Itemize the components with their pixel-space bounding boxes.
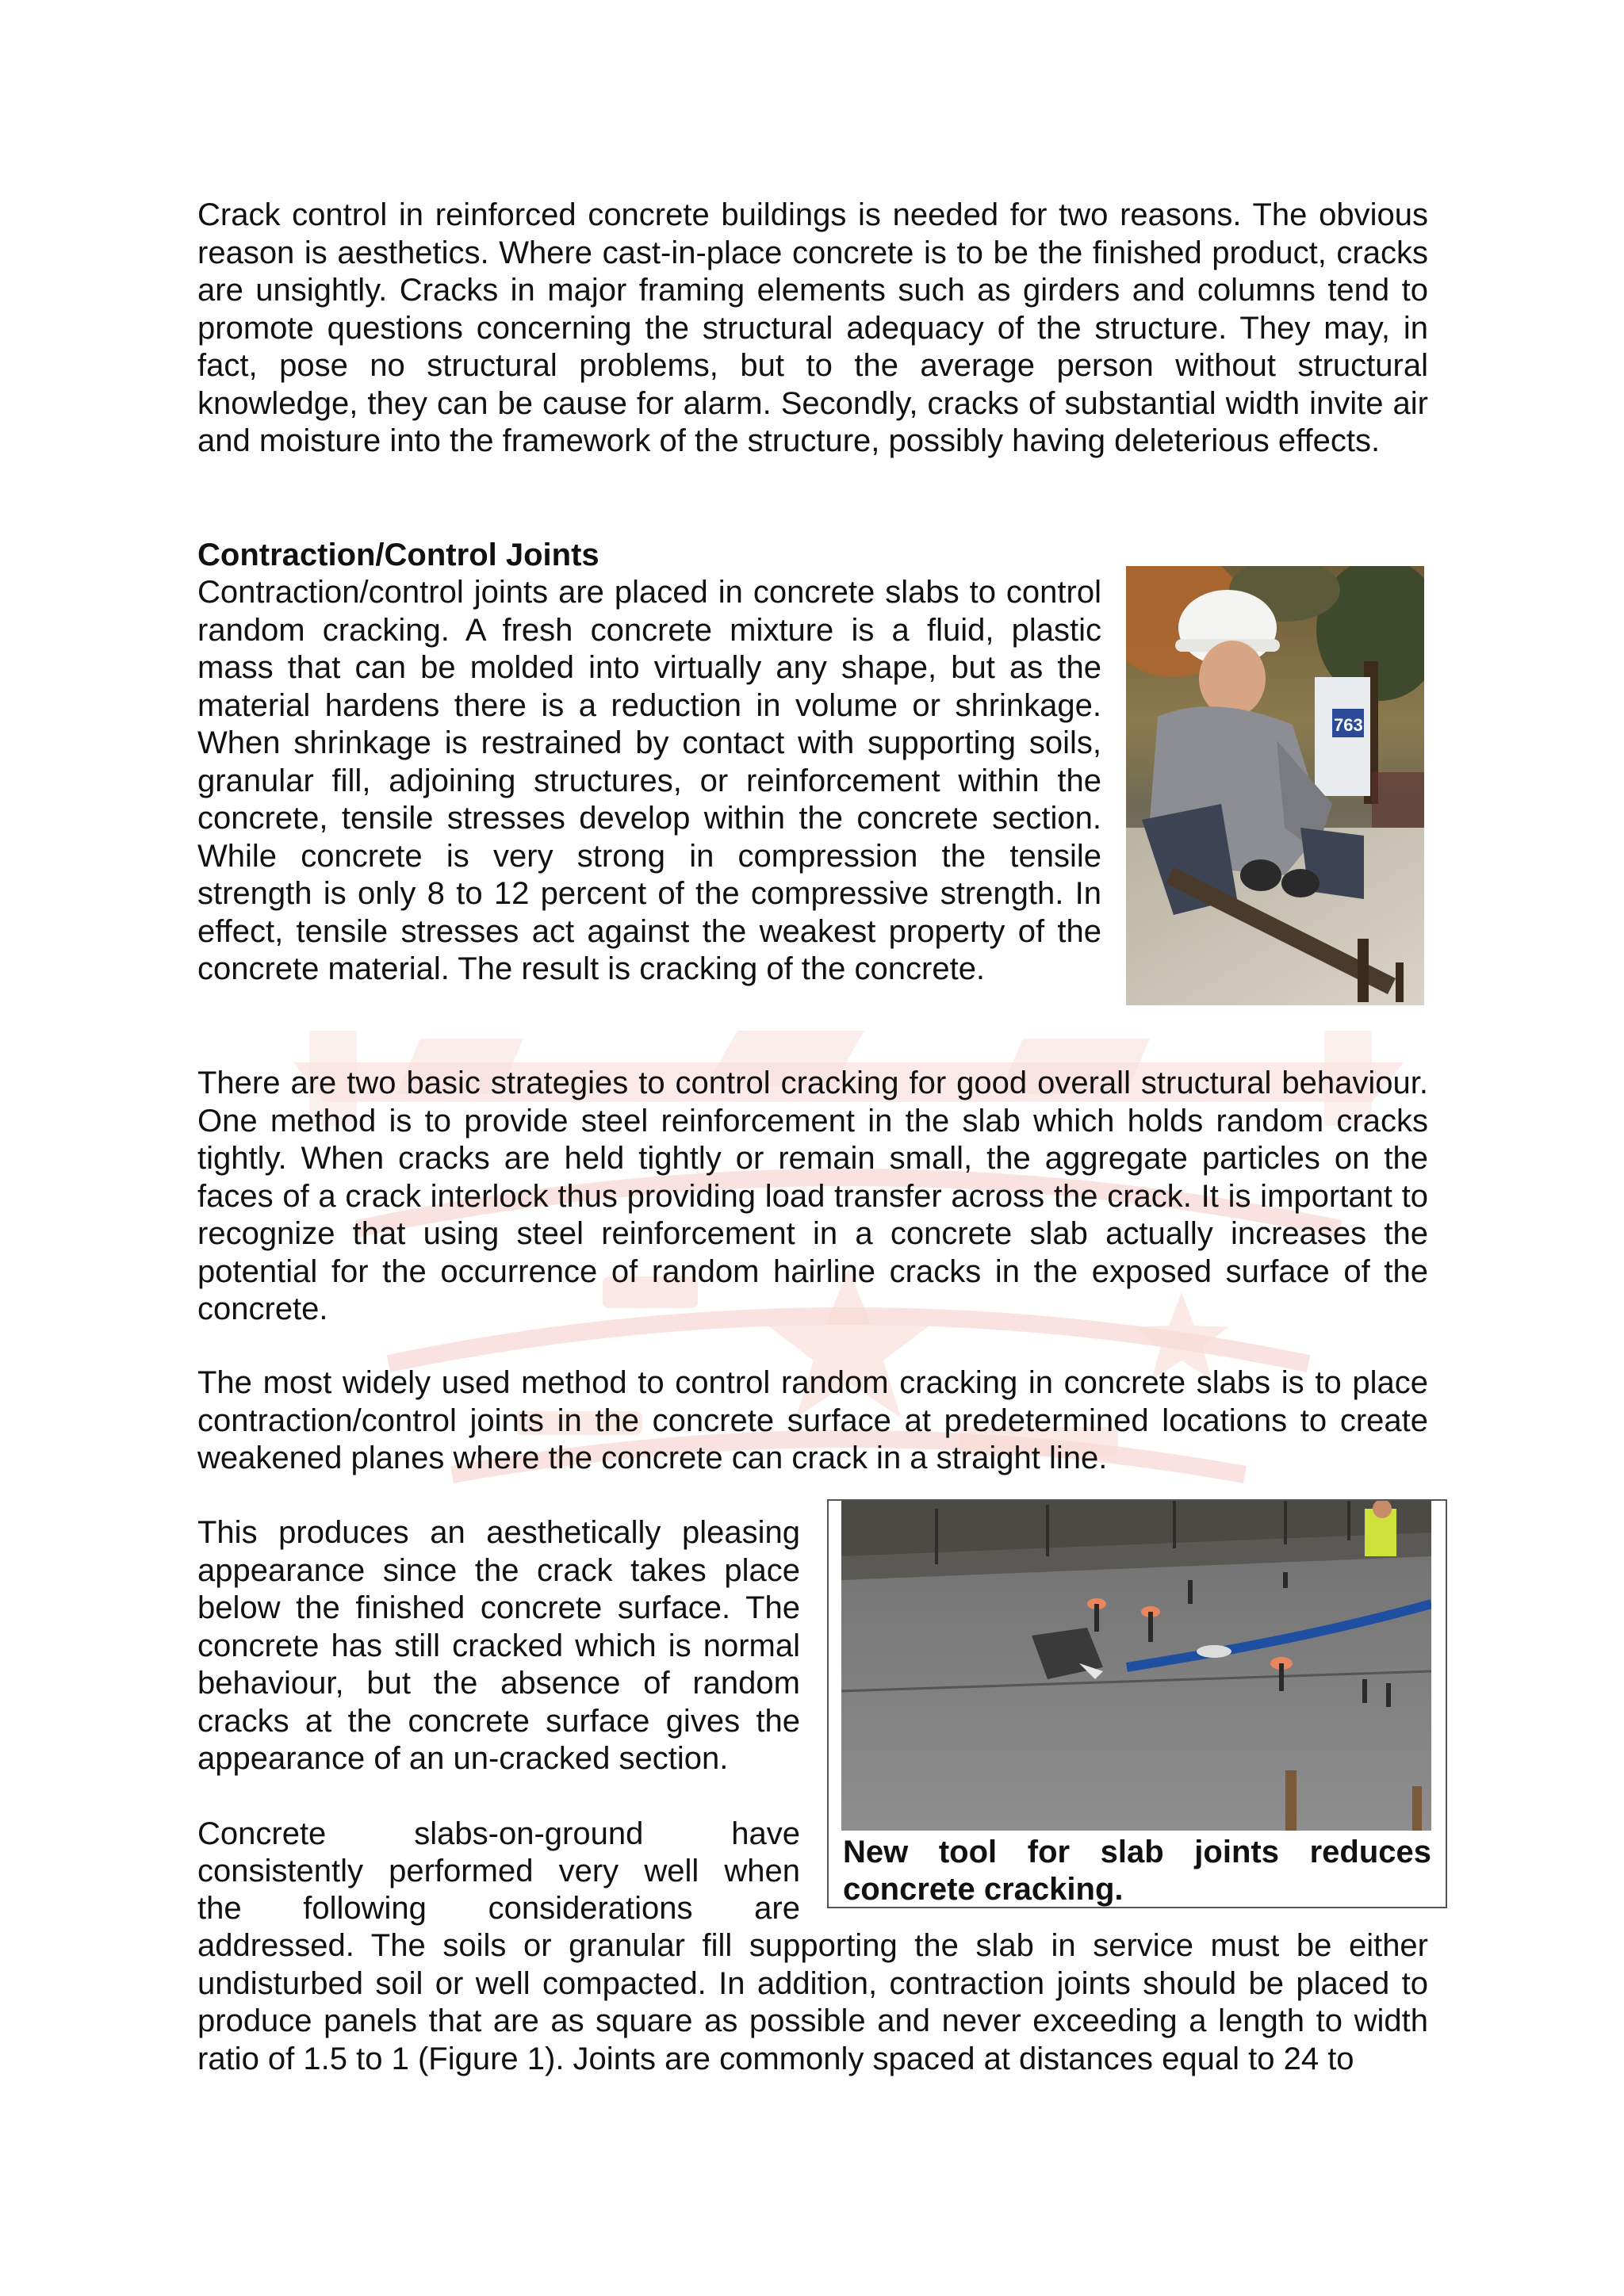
slabs-paragraph-continued: addressed. The soils or granular fill supporting the slab in service must be either undisturbed soil or well compacted. In addition, contraction joints should be placed to produce panels that are as square as possible and never exceeding a length to width ratio of 1.5 to 1 (Figure 1). Joints are commonly spaced at distances equal to 24 to <box>197 1928 1428 2076</box>
slab-photo <box>841 1501 1431 1831</box>
worker-photo <box>1126 566 1424 1005</box>
widely-used-paragraph: The most widely used method to control random cracking in concrete slabs is to place contraction/control joints in the concrete surface at predetermined locations to create weakened planes where the concrete can crack in a straight line. <box>197 1365 1428 1475</box>
strategies-paragraph: There are two basic strategies to control cracking for good overall structural behaviour. One method is to provide steel reinforcement in the slab which holds random cracks tightly. When cracks are held tightly or remain small, the aggregate particles on the faces of a crack interlock thus providing load transfer across the crack. It is important to recognize that using steel reinforcement in a concrete slab actually increases the potential for the occurrence of random hairline cracks in the exposed surface of the concrete. <box>197 1066 1428 1326</box>
slabs-line-1: Concrete slabs-on-ground have <box>197 1816 800 1851</box>
slabs-line-3: the following considerations are <box>197 1891 800 1926</box>
contraction-paragraph: Contraction/control joints are placed in concrete slabs to control random cracking. A fresh concrete mixture is a fluid, plastic mass that can be molded into virtually any shape, but as the material hardens there is a reduction in volume or shrinkage. When shrinkage is restrained by contact with supporting soils, granular fill, adjoining structures, or reinforcement within the concrete, tensile stresses develop within the concrete section. While concrete is very strong in compression the tensile strength is only 8 to 12 percent of the compressive strength. In effect, tensile stresses act against the weakest property of the concrete material. The result is cracking of the concrete. <box>197 575 1101 986</box>
slab-figure <box>827 1499 1447 1908</box>
slabs-line-2: consistently performed very well when <box>197 1854 800 1888</box>
worker-photo-illustration <box>1126 566 1424 1005</box>
section-heading: Contraction/Control Joints <box>197 538 599 572</box>
figure-caption: New tool for slab joints reduces concrete cracking. <box>843 1835 1431 1907</box>
truck-number: 763 <box>1334 715 1363 735</box>
intro-paragraph: Crack control in reinforced concrete buildings is needed for two reasons. The obvious reason is aesthetics. Where cast-in-place concrete is to be the finished product, cracks are unsightly. Cracks in major framing elements such as girders and columns tend to promote questions concerning the structural adequacy of the structure. They may, in fact, pose no structural problems, but to the average person without structural knowledge, they can be cause for alarm. Secondly, cracks of substantial width invite air and moisture into the framework of the structure, possibly having deleterious effects. <box>197 197 1428 458</box>
slab-photo-illustration <box>841 1501 1431 1831</box>
aesthetic-paragraph: This produces an aesthetically pleasing appearance since the crack takes place below the finished concrete surface. The concrete has still cracked which is normal behaviour, but the absence of random cracks at the concrete surface gives the appearance of an un-cracked section. <box>197 1515 800 1776</box>
